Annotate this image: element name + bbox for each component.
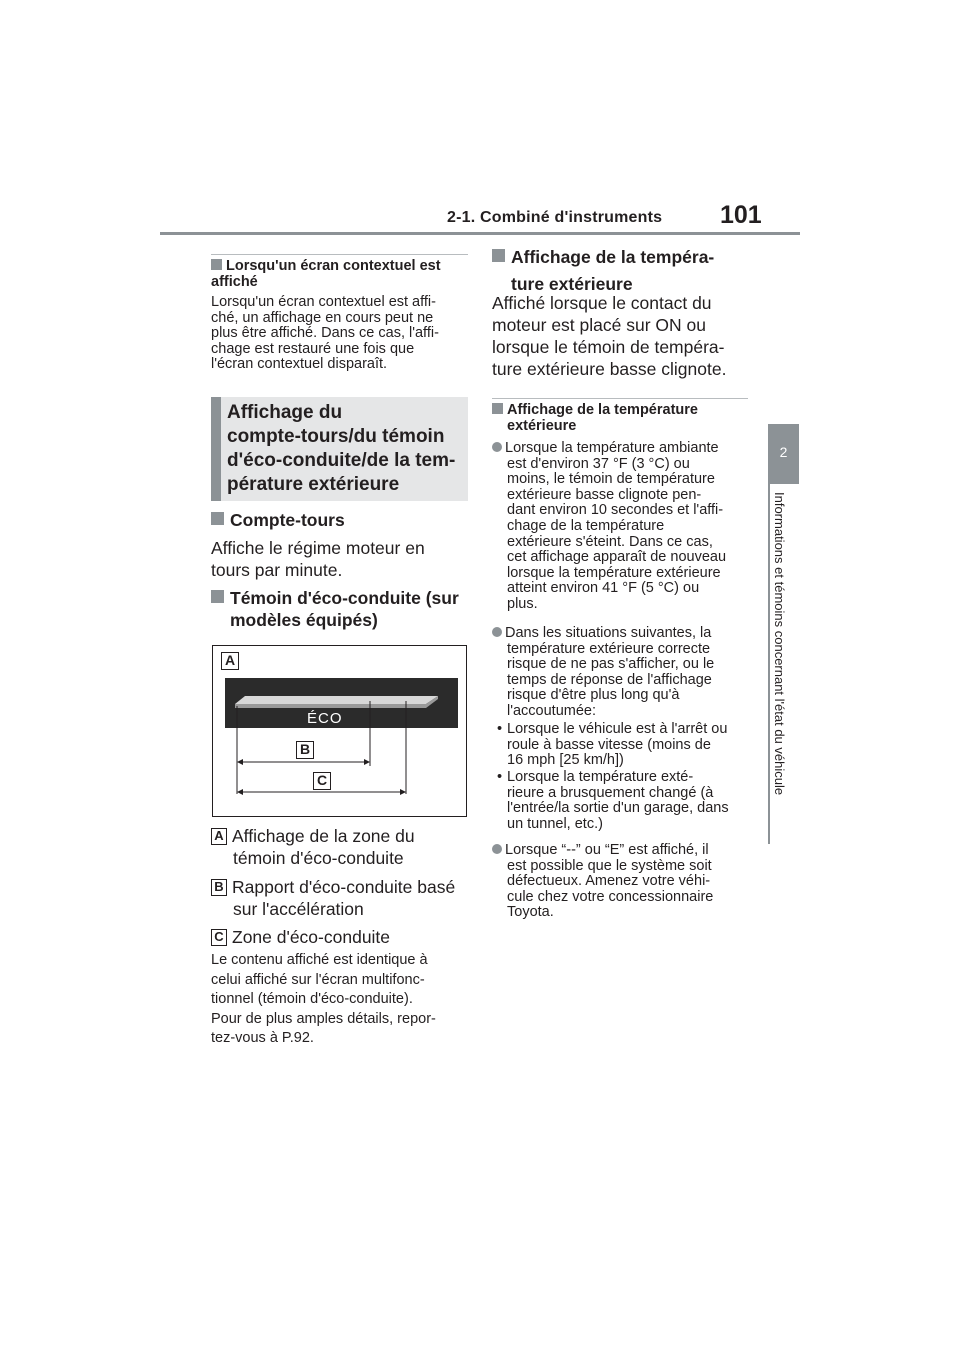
figure-label-a: A [221, 652, 239, 670]
square-bullet-icon [492, 403, 503, 414]
legend-c: C Zone d'éco-conduite [211, 926, 476, 948]
square-bullet-icon [211, 259, 222, 270]
temp-note-bullet-1: Lorsque la température ambiante est d'environ 37 °F (3 °C) ou moins, le témoin de température extérieure basse clignote pen- dant environ 10 secondes et l'affi- chage de la température extérieure s'éteint. Dans ce cas, cet affichage apparaît de nouveau lorsque la température extérieure atteint environ 41 °F (5 °C) ou plus. [492, 441, 757, 613]
tach-title: Compte-tours [211, 509, 471, 531]
temp-note-sub-2: • Lorsque la température exté- rieure a brusquement changé (à l'entrée/la sortie d'un garage, dans un tunnel, etc.) [496, 769, 729, 832]
header-rule [160, 232, 800, 235]
chapter-tab-text: Informations et témoins concernant l'état du véhicule [772, 492, 787, 796]
eco-display-drawing [213, 646, 466, 816]
temp-title: Affichage de la tempéra- ture extérieure [492, 244, 762, 298]
square-bullet-icon [211, 590, 224, 603]
circle-bullet-icon [492, 442, 502, 452]
square-bullet-icon [492, 249, 505, 262]
chapter-tab-line [768, 484, 770, 844]
temp-note-title: Affichage de la température extérieure [492, 403, 754, 434]
eco-screen-text: ÉCO [307, 710, 343, 727]
eco-note: Le contenu affiché est identique à celui affiché sur l'écran multifonc- tionnel (témoin d'éco-conduite). Pour de plus amples détails, repor- tez-vous à P.92. [211, 952, 436, 1046]
temp-body: Affiché lorsque le contact du moteur est placé sur ON ou lorsque le témoin de tempéra- ture extérieure basse clignote. [492, 293, 727, 379]
note-rule [492, 398, 748, 399]
section-heading: Affichage du compte-tours/du témoin d'éco-conduite/de la tem- pérature extérieure [211, 397, 468, 501]
temp-note-bullet-3: Lorsque “--” ou “E” est affiché, il est possible que le système soit défectueux. Amenez votre véhi- cule chez votre concessionnaire Toyota. [492, 843, 757, 921]
chapter-tab-number: 2 [779, 444, 788, 460]
legend-b: B Rapport d'éco-conduite basé sur l'accélération [211, 876, 476, 920]
section-title: 2-1. Combiné d'instruments [447, 209, 663, 226]
note-body: Lorsqu'un écran contextuel est affi- ché, un affichage en cours peut ne plus être affiché. Dans ce cas, l'affi- chage est restauré une fois que l'écran contextuel disparaît. [211, 294, 439, 373]
note-rule [211, 254, 468, 255]
temp-note-sub-1: • Lorsque le véhicule est à l'arrêt ou roule à basse vitesse (moins de 16 mph [25 km/h]) [496, 721, 728, 769]
tach-body: Affiche le régime moteur en tours par minute. [211, 538, 425, 580]
eco-title: Témoin d'éco-conduite (sur modèles équipés) [211, 587, 473, 631]
circle-bullet-icon [492, 844, 502, 854]
note-title: Lorsqu'un écran contextuel est affiché [211, 258, 441, 290]
temp-note-bullet-2: Dans les situations suivantes, la température extérieure correcte risque de ne pas s'afficher, ou le temps de réponse de l'affichage risque d'être plus long qu'à l'accoutumée: [492, 626, 757, 720]
figure-label-c: C [313, 772, 331, 790]
legend-a: A Affichage de la zone du témoin d'éco-conduite [211, 825, 476, 869]
square-bullet-icon [211, 512, 224, 525]
circle-bullet-icon [492, 627, 502, 637]
figure-label-b: B [296, 741, 314, 759]
page-number: 101 [720, 201, 762, 229]
eco-illustration [212, 645, 467, 817]
